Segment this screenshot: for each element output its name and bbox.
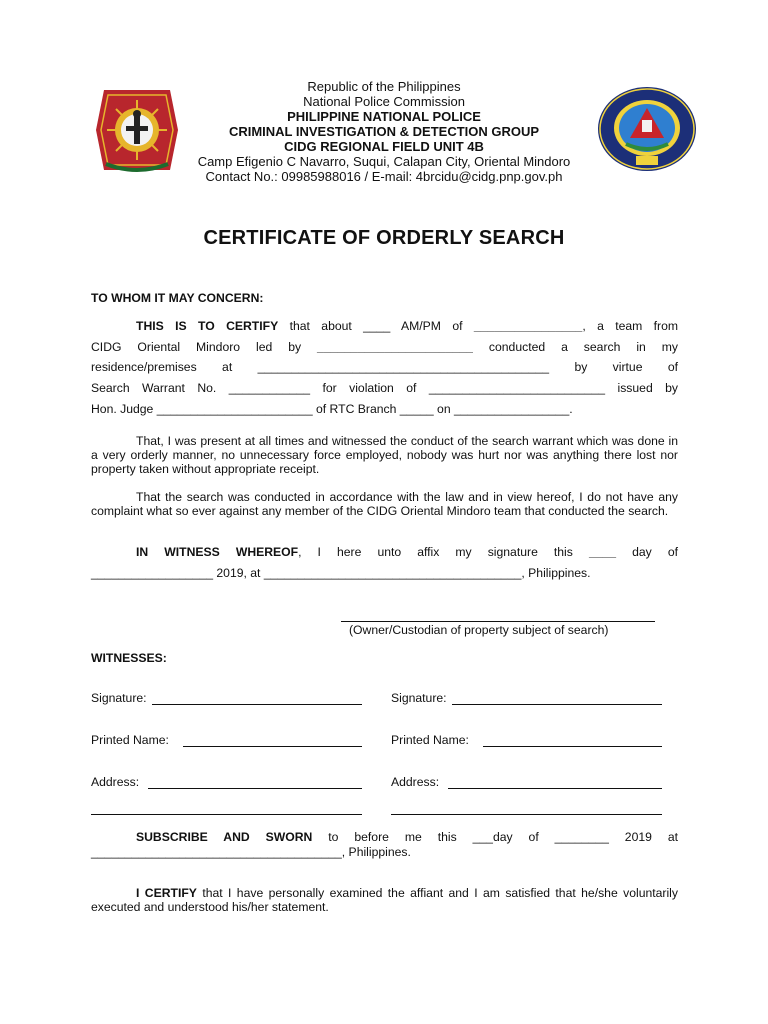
witness-whereof-line-2: __________________ 2019, at ______________________________________, Philippines. — [91, 566, 591, 580]
witness1-signature-label: Signature: — [91, 691, 147, 705]
witness2-name-field[interactable] — [483, 746, 662, 747]
witness2-signature-label: Signature: — [391, 691, 447, 705]
owner-caption: (Owner/Custodian of property subject of search) — [349, 623, 609, 637]
header-napolcom: National Police Commission — [303, 94, 465, 109]
paragraph-no-complaint: That the search was conducted in accordance with the law and in view hereof, I do not have any complaint what so ever against any member of the CIDG Oriental Mindoro team that conducted the search. — [91, 490, 678, 518]
header-contact: Contact No.: 09985988016 / E-mail: 4brcidu@cidg.pnp.gov.ph — [205, 169, 563, 184]
owner-signature-line[interactable] — [341, 621, 655, 622]
header-republic: Republic of the Philippines — [307, 79, 461, 94]
salutation: TO WHOM IT MAY CONCERN: — [91, 291, 264, 305]
document-title: CERTIFICATE OF ORDERLY SEARCH — [203, 227, 565, 249]
witness1-name-label: Printed Name: — [91, 733, 169, 747]
witness1-name-field[interactable] — [183, 746, 362, 747]
certify-line-2: CIDG Oriental Mindoro led by _______________________ conducted a search in my — [91, 340, 679, 354]
certify-line-4: Search Warrant No. ____________ for violation of __________________________ issued by — [91, 381, 679, 395]
subscribe-line-2: _____________________________________, Philippines. — [91, 845, 411, 859]
certify-line-5: Hon. Judge _______________________ of RTC Branch _____ on _________________. — [91, 402, 573, 416]
header-cidg: CRIMINAL INVESTIGATION & DETECTION GROUP — [228, 124, 540, 139]
witness1-address-field[interactable] — [148, 788, 362, 789]
header-pnp: PHILIPPINE NATIONAL POLICE — [287, 109, 481, 124]
witness2-name-label: Printed Name: — [391, 733, 469, 747]
witness1-signature-field[interactable] — [152, 704, 362, 705]
header-address: Camp Efigenio C Navarro, Suqui, Calapan City, Oriental Mindoro — [197, 154, 571, 169]
witness-whereof-line-1: IN WITNESS WHEREOF, I here unto affix my signature this ____ day of — [136, 545, 678, 559]
witness2-address-field-2[interactable] — [391, 814, 662, 815]
witness1-address-label: Address: — [91, 775, 140, 789]
paragraph-present: That, I was present at all times and witnessed the conduct of the search warrant which was done in a very orderly manner, no unnecessary force employed, nobody was hurt nor was anything there lost nor property taken without appropriate receipt. — [91, 434, 678, 476]
witness1-address-field-2[interactable] — [91, 814, 362, 815]
witnesses-heading: WITNESSES: — [91, 651, 167, 665]
certify-line-1: THIS IS TO CERTIFY that about ____ AM/PM of ________________, a team from — [136, 319, 679, 333]
certify-line-3: residence/premises at ___________________________________________ by virtue of — [91, 360, 679, 374]
witness2-address-label: Address: — [391, 775, 440, 789]
header-unit: CIDG REGIONAL FIELD UNIT 4B — [284, 139, 484, 154]
witness2-signature-field[interactable] — [452, 704, 662, 705]
paragraph-i-certify: I CERTIFY that I have personally examined the affiant and I am satisfied that he/she voluntarily executed and understood his/her statement. — [91, 886, 678, 914]
witness2-address-field[interactable] — [448, 788, 662, 789]
subscribe-line-1: SUBSCRIBE AND SWORN to before me this ___day of ________ 2019 at — [136, 830, 679, 844]
